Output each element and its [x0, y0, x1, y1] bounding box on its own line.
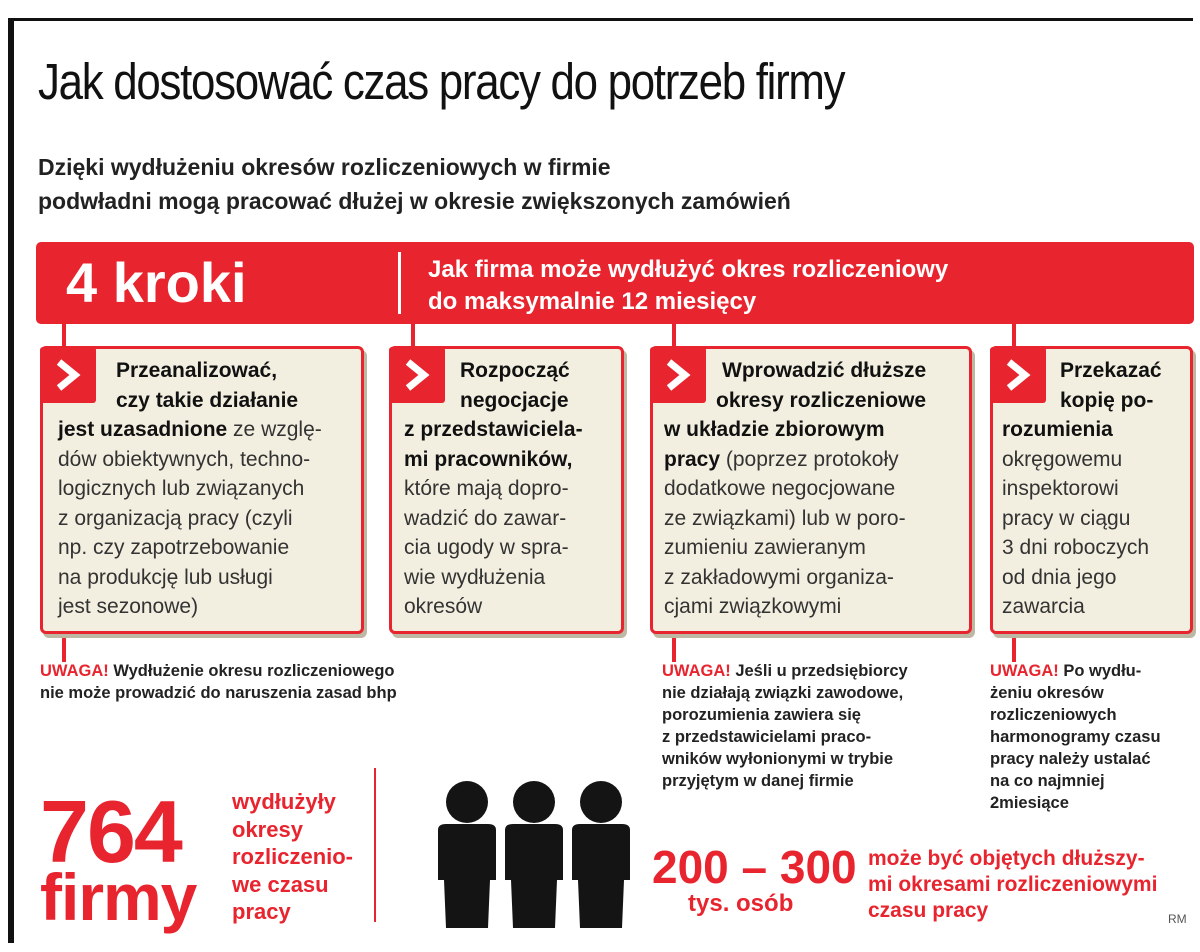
note-2-line: przyjętym w danej firmie — [662, 772, 854, 790]
firms-number: 764 — [40, 782, 181, 881]
note-2-line: z przedstawicielami praco- — [662, 728, 872, 746]
people-units: tys. osób — [688, 890, 794, 917]
note-2-warn: UWAGA! — [662, 662, 731, 680]
step-3-line: dodatkowe negocjowane — [664, 477, 896, 500]
step-1-line: na produkcję lub usługi — [58, 565, 273, 589]
firms-description — [232, 788, 353, 926]
step-1-text — [58, 356, 322, 622]
step-3-mixed-rest: (poprzez protokoły — [720, 447, 899, 471]
firms-desc-line: okresy — [232, 816, 303, 842]
banner-steps-label: 4 kroki — [66, 251, 247, 314]
step-2-text — [404, 356, 583, 622]
step-1-line: np. czy zapotrzebowanie — [58, 536, 290, 559]
note-1 — [40, 660, 397, 704]
note-3-line: 2miesiące — [990, 794, 1069, 812]
step-1-bold-line: czy takie działanie — [116, 388, 299, 412]
step-1-mixed-rest: ze wzglę- — [227, 418, 322, 441]
step-3-mixed-bold: pracy — [664, 447, 721, 471]
firms-word: firmy — [40, 860, 197, 934]
step-2-bold-line: negocjacje — [460, 388, 569, 412]
firms-desc-line: pracy — [232, 899, 291, 924]
subtitle-line-1: Dzięki wydłużeniu okresów rozliczeniowych w firmie — [38, 154, 611, 180]
people-desc-line: może być objętych dłuższy- — [868, 847, 1145, 870]
step-3-line: ze związkami) lub w poro- — [664, 506, 906, 530]
note-3-line: na co najmniej — [990, 772, 1105, 790]
banner-heading-line-2: do maksymalnie 12 miesięcy — [428, 288, 757, 315]
step-4-line: zawarcia — [1002, 595, 1085, 618]
step-3-line: cjami związkowymi — [664, 595, 842, 618]
connector-note-1 — [62, 632, 66, 662]
step-4-line: okręgowemu — [1002, 447, 1123, 471]
frame-top-bar — [8, 18, 1193, 21]
step-2-line: cia ugody w spra- — [404, 536, 569, 559]
page-subtitle — [38, 150, 791, 218]
step-2-line: wie wydłużenia — [404, 565, 546, 589]
step-4-line: inspektorowi — [1002, 477, 1119, 500]
people-icon — [434, 780, 634, 930]
firms-desc-line: rozliczenio- — [232, 844, 354, 869]
note-3-line: pracy należy ustalać — [990, 750, 1151, 768]
note-1-warn: UWAGA! — [40, 662, 109, 680]
step-4-bold-line: Przekazać — [1060, 359, 1162, 382]
firms-desc-line: we czasu — [232, 871, 329, 897]
note-3-line: harmonogramy czasu — [990, 728, 1161, 746]
step-2-bold-line: mi pracowników, — [404, 447, 573, 471]
note-2-first: Jeśli u przedsiębiorcy — [730, 662, 908, 680]
step-1-line: logicznych lub związanych — [58, 477, 305, 500]
step-4-text — [1002, 356, 1162, 622]
firms-desc-line: wydłużyły — [232, 789, 336, 814]
step-1-bold-line: Przeanalizować, — [116, 359, 278, 382]
note-2-line: wników wyłonionymi w trybie — [662, 750, 894, 768]
step-1-line: jest sezonowe) — [58, 595, 199, 618]
people-desc-line: czasu pracy — [868, 899, 989, 922]
note-3-first: Po wydłu- — [1058, 662, 1142, 680]
banner-heading — [428, 254, 948, 318]
people-desc-line: mi okresami rozliczeniowymi — [868, 873, 1158, 896]
note-2-line: nie działają związki zawodowe, — [662, 684, 904, 702]
step-4-line: od dnia jego — [1002, 565, 1117, 589]
banner-divider — [398, 252, 401, 314]
step-2-bold-line: z przedstawiciela- — [404, 418, 583, 441]
note-1-line: nie może prowadzić do naruszenia zasad bhp — [40, 684, 397, 702]
note-3-line: żeniu okresów — [990, 684, 1104, 702]
people-description — [868, 846, 1157, 924]
connector-note-3 — [1012, 632, 1016, 662]
step-4-bold-line: kopię po- — [1060, 388, 1154, 412]
note-3-warn: UWAGA! — [990, 662, 1059, 680]
step-3-line: z zakładowymi organiza- — [664, 565, 894, 589]
note-3 — [990, 660, 1161, 814]
note-3-line: rozliczeniowych — [990, 706, 1117, 724]
step-2-line: wadzić do zawar- — [404, 506, 567, 530]
note-2-line: porozumienia zawiera się — [662, 706, 861, 724]
step-4-line: 3 dni roboczych — [1002, 536, 1150, 559]
note-1-first: Wydłużenie okresu rozliczeniowego — [108, 662, 395, 680]
note-2 — [662, 660, 908, 792]
step-3-bold-line: Wprowadzić dłuższe — [722, 359, 927, 382]
step-2-line: okresów — [404, 595, 483, 618]
step-3-bold-line: okresy rozliczeniowe — [716, 388, 927, 412]
step-1-line: dów obiektywnych, techno- — [58, 447, 311, 471]
step-4-line: pracy w ciągu — [1002, 506, 1131, 530]
author-credit: RM — [1168, 912, 1187, 926]
frame-left-bar — [8, 18, 14, 943]
step-3-line: zumieniu zawieranym — [664, 536, 866, 559]
step-3-text — [664, 356, 926, 622]
stats-divider — [374, 768, 376, 922]
step-2-line: które mają dopro- — [404, 477, 569, 500]
subtitle-line-2: podwładni mogą pracować dłużej w okresie zwiększonych zamówień — [38, 188, 791, 214]
step-3-bold-line: w układzie zbiorowym — [664, 418, 885, 441]
people-range: 200 – 300 — [652, 841, 857, 893]
step-4-bold-line: rozumienia — [1002, 418, 1113, 441]
connector-note-2 — [672, 632, 676, 662]
page-title: Jak dostosować czas pracy do potrzeb firmy — [38, 53, 845, 110]
step-1-mixed-bold: jest uzasadnione — [58, 418, 228, 441]
step-1-line: z organizacją pracy (czyli — [58, 506, 293, 530]
step-2-bold-line: Rozpocząć — [460, 359, 570, 382]
banner-heading-line-1: Jak firma może wydłużyć okres rozliczeniowy — [428, 256, 949, 283]
